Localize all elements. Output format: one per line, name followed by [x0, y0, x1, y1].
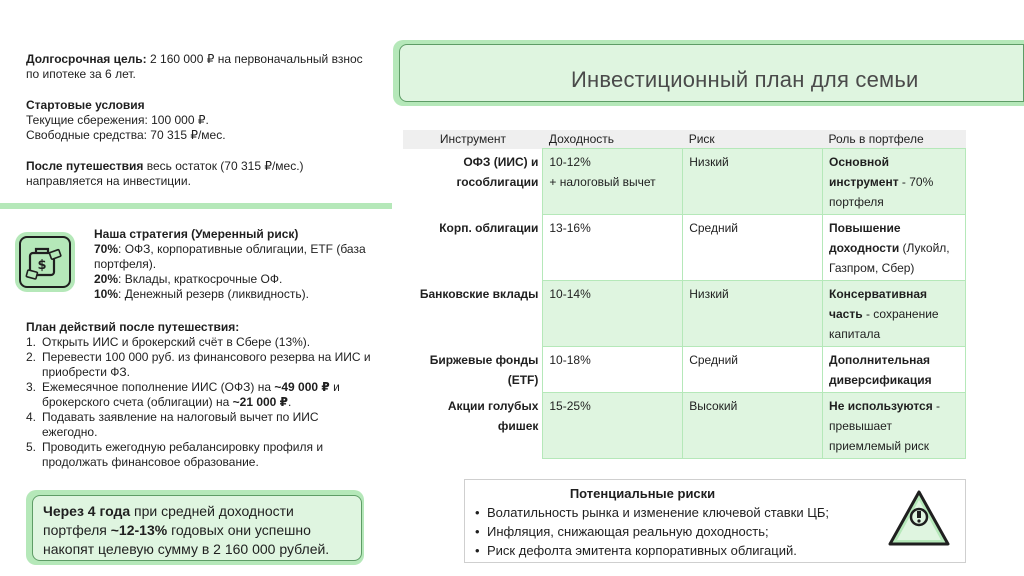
- list-item: 1. Открыть ИИС и брокерский счёт в Сбере (13%).: [26, 335, 311, 349]
- cell-role: Консервативная часть - сохранение капитала: [823, 281, 966, 347]
- cell-risk: Низкий: [683, 281, 823, 347]
- strategy-line-20: 20%: Вклады, краткосрочные ОФ.: [94, 272, 283, 286]
- strategy-line-10: 10%: Денежный резерв (ликвидность).: [94, 287, 309, 301]
- table-row: [403, 149, 966, 215]
- header-risk: Риск: [683, 130, 823, 149]
- risks-list: [475, 503, 829, 560]
- header-role: Роль в портфеле: [823, 130, 966, 149]
- divider-bar: [0, 203, 392, 209]
- start-savings: Текущие сбережения: 100 000 ₽.: [26, 113, 209, 127]
- cell-yield: 15-25%: [543, 393, 683, 459]
- after-trip-label: После путешествия: [26, 159, 144, 173]
- table-header-row: [403, 130, 966, 149]
- list-item: 4. Подавать заявление на налоговый вычет по ИИС ежегодно.: [26, 410, 319, 439]
- strategy-title: Наша стратегия (Умеренный риск): [94, 227, 299, 241]
- money-bag-icon: [19, 236, 71, 288]
- after-trip-line: [26, 159, 376, 189]
- header-instrument: Инструмент: [403, 130, 543, 149]
- cell-instrument: Акции голубых фишек: [403, 393, 543, 459]
- goal-block: [26, 52, 376, 189]
- list-item: • Инфляция, снижающая реальную доходность;: [475, 522, 829, 541]
- instruments-table: [403, 130, 966, 459]
- strategy-block: [94, 227, 384, 302]
- table-row: [403, 215, 966, 281]
- table-row: [403, 281, 966, 347]
- cell-instrument: Корп. облигации: [403, 215, 543, 281]
- list-item: • Риск дефолта эмитента корпоративных облигаций.: [475, 541, 829, 560]
- cell-risk: Низкий: [683, 149, 823, 215]
- cell-instrument: Банковские вклады: [403, 281, 543, 347]
- cell-instrument: Биржевые фонды (ETF): [403, 347, 543, 393]
- strategy-icon-box: [15, 232, 75, 292]
- cell-role: Повышение доходности (Лукойл, Газпром, Сбер): [823, 215, 966, 281]
- conclusion-text: Через 4 года при средней доходности портфеля ~12-13% годовых они успешно накопят целевую сумму в 2 160 000 рублей.: [43, 503, 330, 557]
- table-row: [403, 347, 966, 393]
- cell-yield: 10-18%: [543, 347, 683, 393]
- list-item: 3. Ежемесячное пополнение ИИС (ОФЗ) на ~49 000 ₽ и брокерского счета (облигации) на ~21 000 ₽.: [26, 380, 340, 409]
- cell-risk: Средний: [683, 347, 823, 393]
- warning-triangle-icon: [886, 488, 952, 555]
- list-item: 2. Перевести 100 000 руб. из финансового резерва на ИИС и приобрести ФЗ.: [26, 350, 371, 379]
- action-plan: [26, 320, 371, 470]
- cell-instrument: ОФЗ (ИИС) и гособлигации: [403, 149, 543, 215]
- plan-title: План действий после путешествия:: [26, 320, 240, 334]
- page-title: Инвестиционный план для семьи: [571, 67, 919, 92]
- start-free-funds: Свободные средства: 70 315 ₽/мес.: [26, 128, 226, 142]
- cell-yield: 13-16%: [543, 215, 683, 281]
- goal-text: 2 160 000 ₽ на первоначальный взнос по ипотеке за 6 лет.: [26, 52, 363, 81]
- svg-text:$: $: [37, 258, 47, 273]
- cell-yield: 10-12% + налоговый вычет: [543, 149, 683, 215]
- cell-risk: Средний: [683, 215, 823, 281]
- plan-list: [26, 335, 371, 470]
- cell-role: Дополнительная диверсификация: [823, 347, 966, 393]
- cell-role: Не используются - превышает приемлемый риск: [823, 393, 966, 459]
- header-yield: Доходность: [543, 130, 683, 149]
- cell-role: Основной инструмент - 70% портфеля: [823, 149, 966, 215]
- goal-label: Долгосрочная цель:: [26, 52, 147, 66]
- goal-line: [26, 52, 376, 82]
- after-trip-text: весь остаток (70 315 ₽/мес.) направляется на инвестиции.: [26, 159, 304, 188]
- table-row: [403, 393, 966, 459]
- list-item: • Волатильность рынка и изменение ключевой ставки ЦБ;: [475, 503, 829, 522]
- list-item: 5. Проводить ежегодную ребалансировку профиля и продолжать финансовое образование.: [26, 440, 324, 469]
- cell-risk: Высокий: [683, 393, 823, 459]
- cell-yield: 10-14%: [543, 281, 683, 347]
- strategy-line-70: 70%: ОФЗ, корпоративные облигации, ETF (база портфеля).: [94, 242, 366, 271]
- start-title: Стартовые условия: [26, 98, 145, 112]
- risks-title: Потенциальные риски: [569, 486, 716, 501]
